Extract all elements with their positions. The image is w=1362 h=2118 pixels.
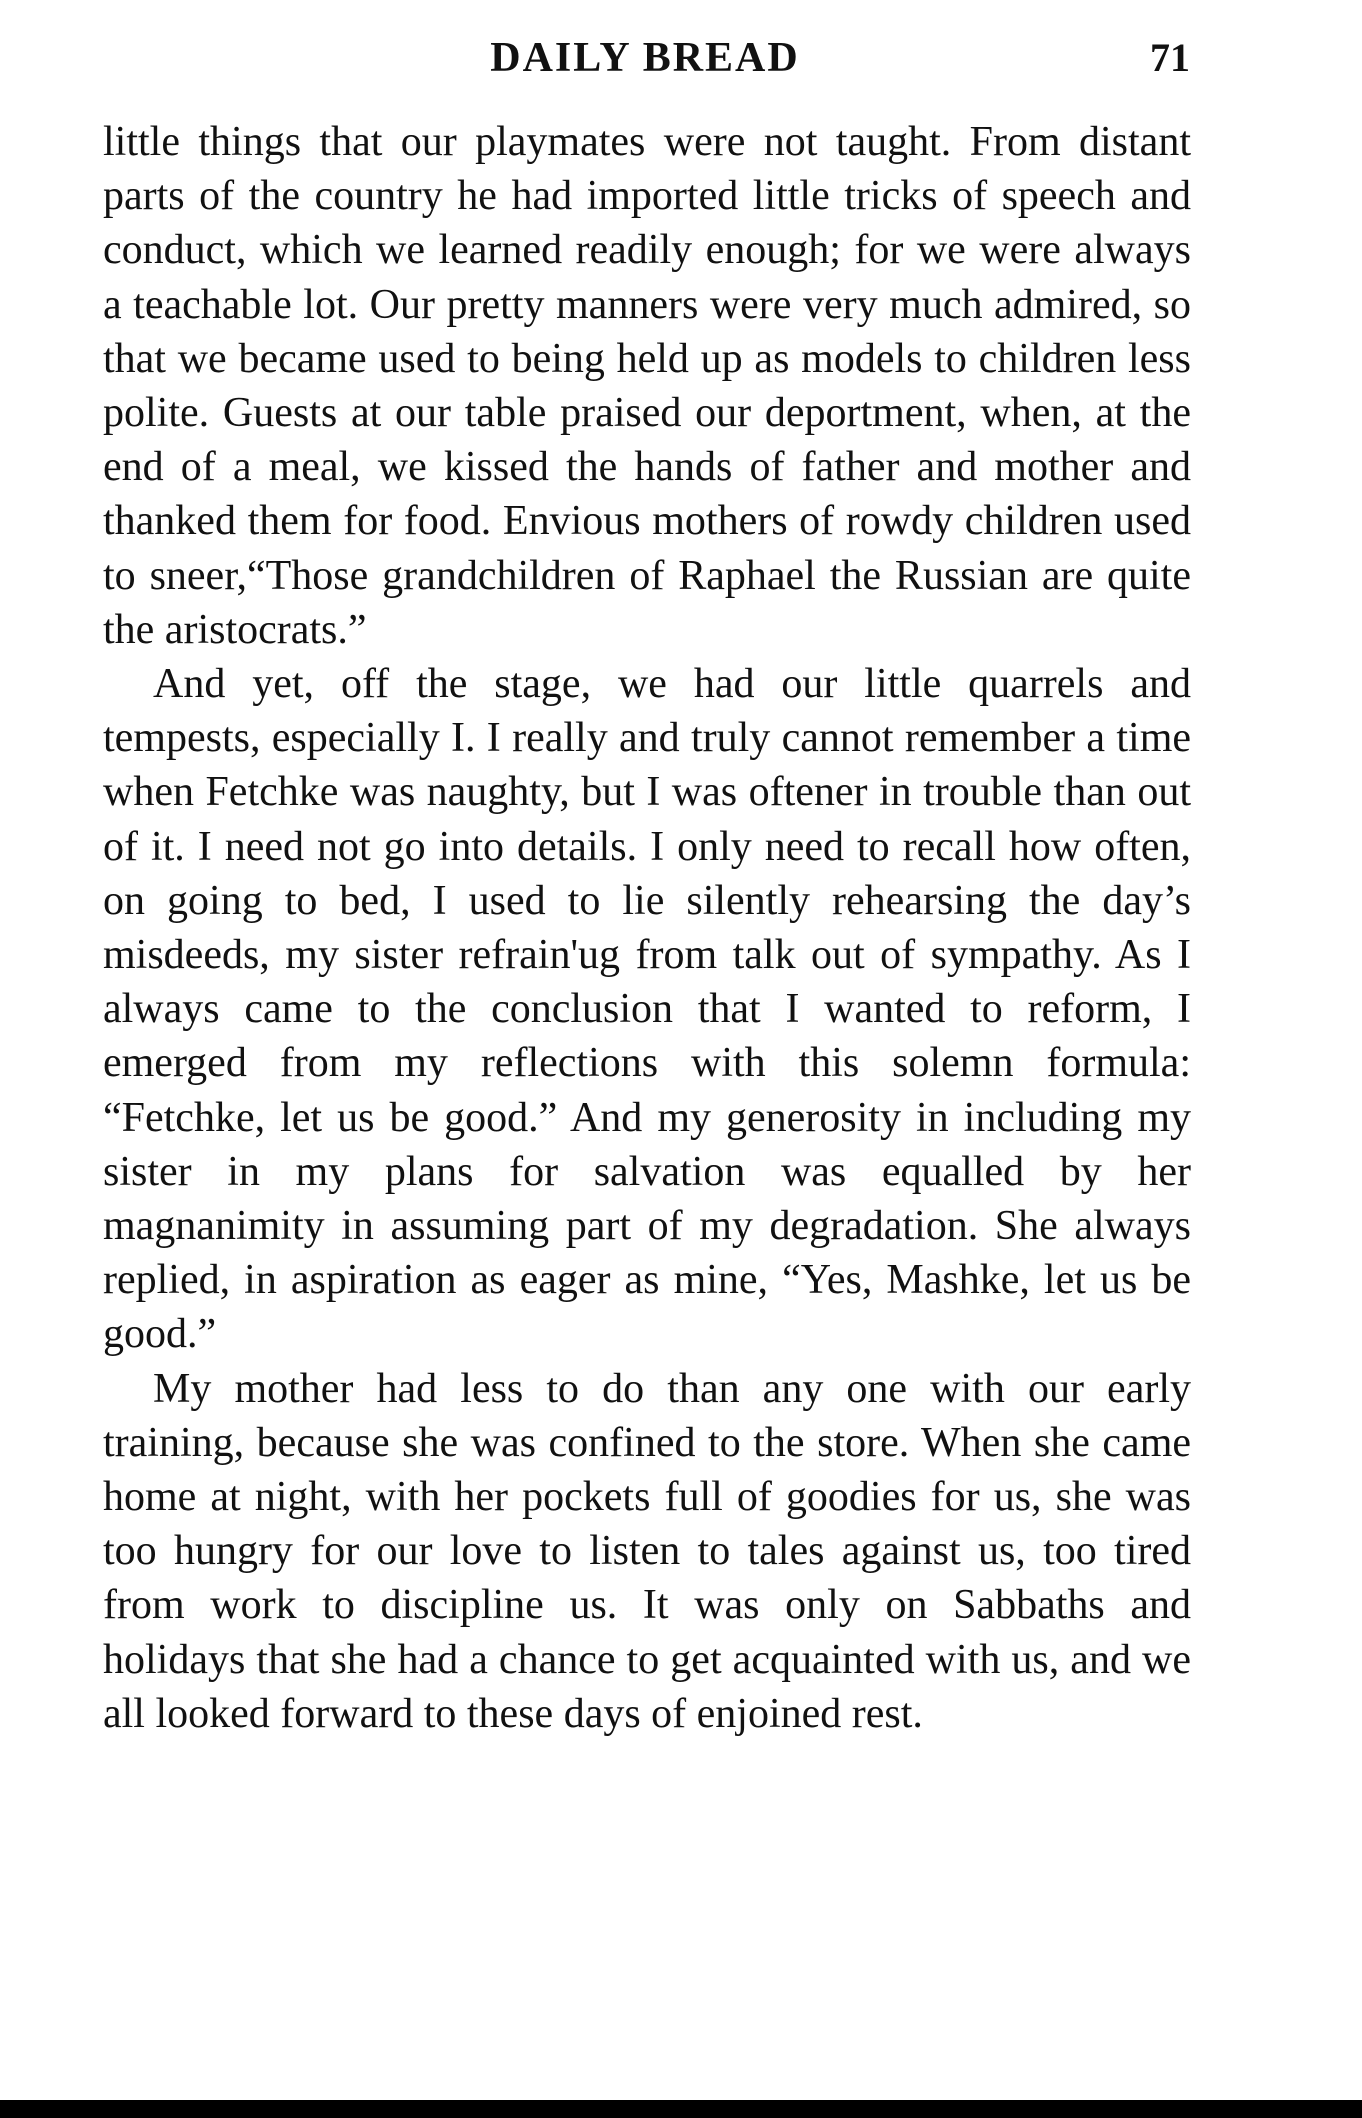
scan-bottom-edge: [0, 2100, 1362, 2118]
paragraph-1: little things that our playmates were not taught. From distant parts of the country he had imported little tricks of speech and conduct, which we learned readily enough; for we were always a teachable lot. Our pretty manners were very much admired, so that we became used to being held up as models to children less polite. Guests at our table praised our deportment, when, at the end of a meal, we kissed the hands of father and mother and thanked them for food. Envious mothers of rowdy children used to sneer,“Those grandchildren of Raphael the Russian are quite the aristocrats.”: [103, 119, 1191, 653]
page-number: 71: [1150, 35, 1190, 80]
paragraph-3: My mother had less to do than any one with our early training, because she was confined to the store. When she came home at night, with her pockets full of goodies for us, she was too hungry for our love to listen to tales against us, too tired from work to discipline us. It was only on Sabbaths and holidays that she had a chance to get acquainted with us, and we all looked forward to these days of enjoined rest.: [103, 1365, 1191, 1737]
body-text: [103, 115, 1191, 1741]
running-head: [100, 28, 1190, 88]
running-title: DAILY BREAD: [490, 35, 800, 81]
paragraph-2: And yet, off the stage, we had our little quarrels and tempests, especially I. I really and truly cannot remember a time when Fetchke was naughty, but I was oftener in trouble than out of it. I need not go into details. I only need to recall how often, on going to bed, I used to lie silently rehearsing the day’s misdeeds, my sister refrain'ug from talk out of sympathy. As I always came to the conclusion that I wanted to reform, I emerged from my reflections with this solemn formula: “Fetchke, let us be good.” And my generosity in including my sister in my plans for salvation was equalled by her magnanimity in assuming part of my degradation. She always replied, in aspiration as eager as mine, “Yes, Mashke, let us be good.”: [103, 661, 1191, 1358]
